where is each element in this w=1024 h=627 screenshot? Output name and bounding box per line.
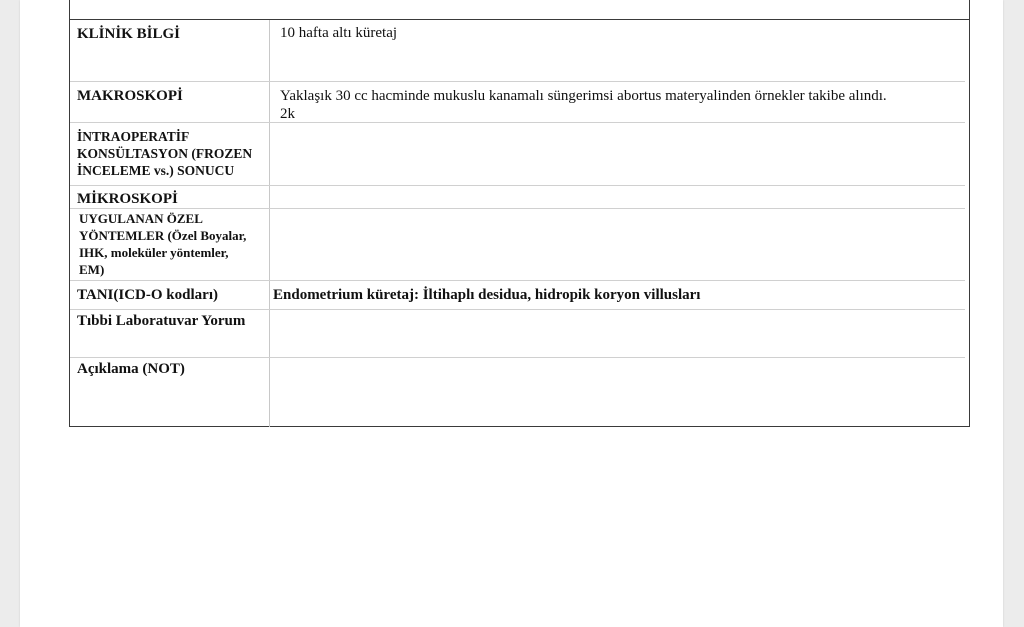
makroskopi-label: MAKROSKOPİ: [77, 88, 183, 104]
laboratuvar-yorum-label: Tıbbi Laboratuvar Yorum: [77, 313, 246, 329]
makroskopi-value-line1: Yaklaşık 30 cc hacminde mukuslu kanamalı süngerimsi abortus materyalinden örnekler takibe alındı.: [280, 88, 887, 104]
tani-label: TANI(ICD-O kodları): [77, 287, 218, 303]
intraoperatif-label-line1: İNTRAOPERATİF: [77, 129, 190, 144]
ozel-yontemler-label-line3: IHK, moleküler yöntemler,: [79, 245, 229, 260]
aciklama-label: Açıklama (NOT): [77, 361, 185, 377]
row-divider: [70, 208, 965, 209]
intraoperatif-label-line3: İNCELEME vs.) SONUCU: [77, 163, 235, 178]
table-top-divider: [69, 19, 970, 20]
row-divider: [70, 81, 965, 82]
row-divider: [70, 185, 965, 186]
row-divider: [70, 280, 965, 281]
row-divider: [70, 357, 965, 358]
makroskopi-value-line2: 2k: [280, 106, 295, 122]
ozel-yontemler-label-line2: YÖNTEMLER (Özel Boyalar,: [79, 228, 247, 243]
ozel-yontemler-label-line1: UYGULANAN ÖZEL: [79, 211, 203, 226]
ozel-yontemler-label-line4: EM): [79, 262, 105, 277]
klinik-bilgi-value: 10 hafta altı küretaj: [280, 25, 398, 41]
report-border: [69, 0, 970, 427]
klinik-bilgi-label: KLİNİK BİLGİ: [77, 26, 180, 42]
row-divider: [70, 309, 965, 310]
tani-value: Endometrium küretaj: İltihaplı desidua, hidropik koryon villusları: [273, 287, 701, 303]
row-divider: [70, 122, 965, 123]
intraoperatif-label-line2: KONSÜLTASYON (FROZEN: [77, 146, 253, 161]
mikroskopi-label: MİKROSKOPİ: [77, 191, 178, 207]
